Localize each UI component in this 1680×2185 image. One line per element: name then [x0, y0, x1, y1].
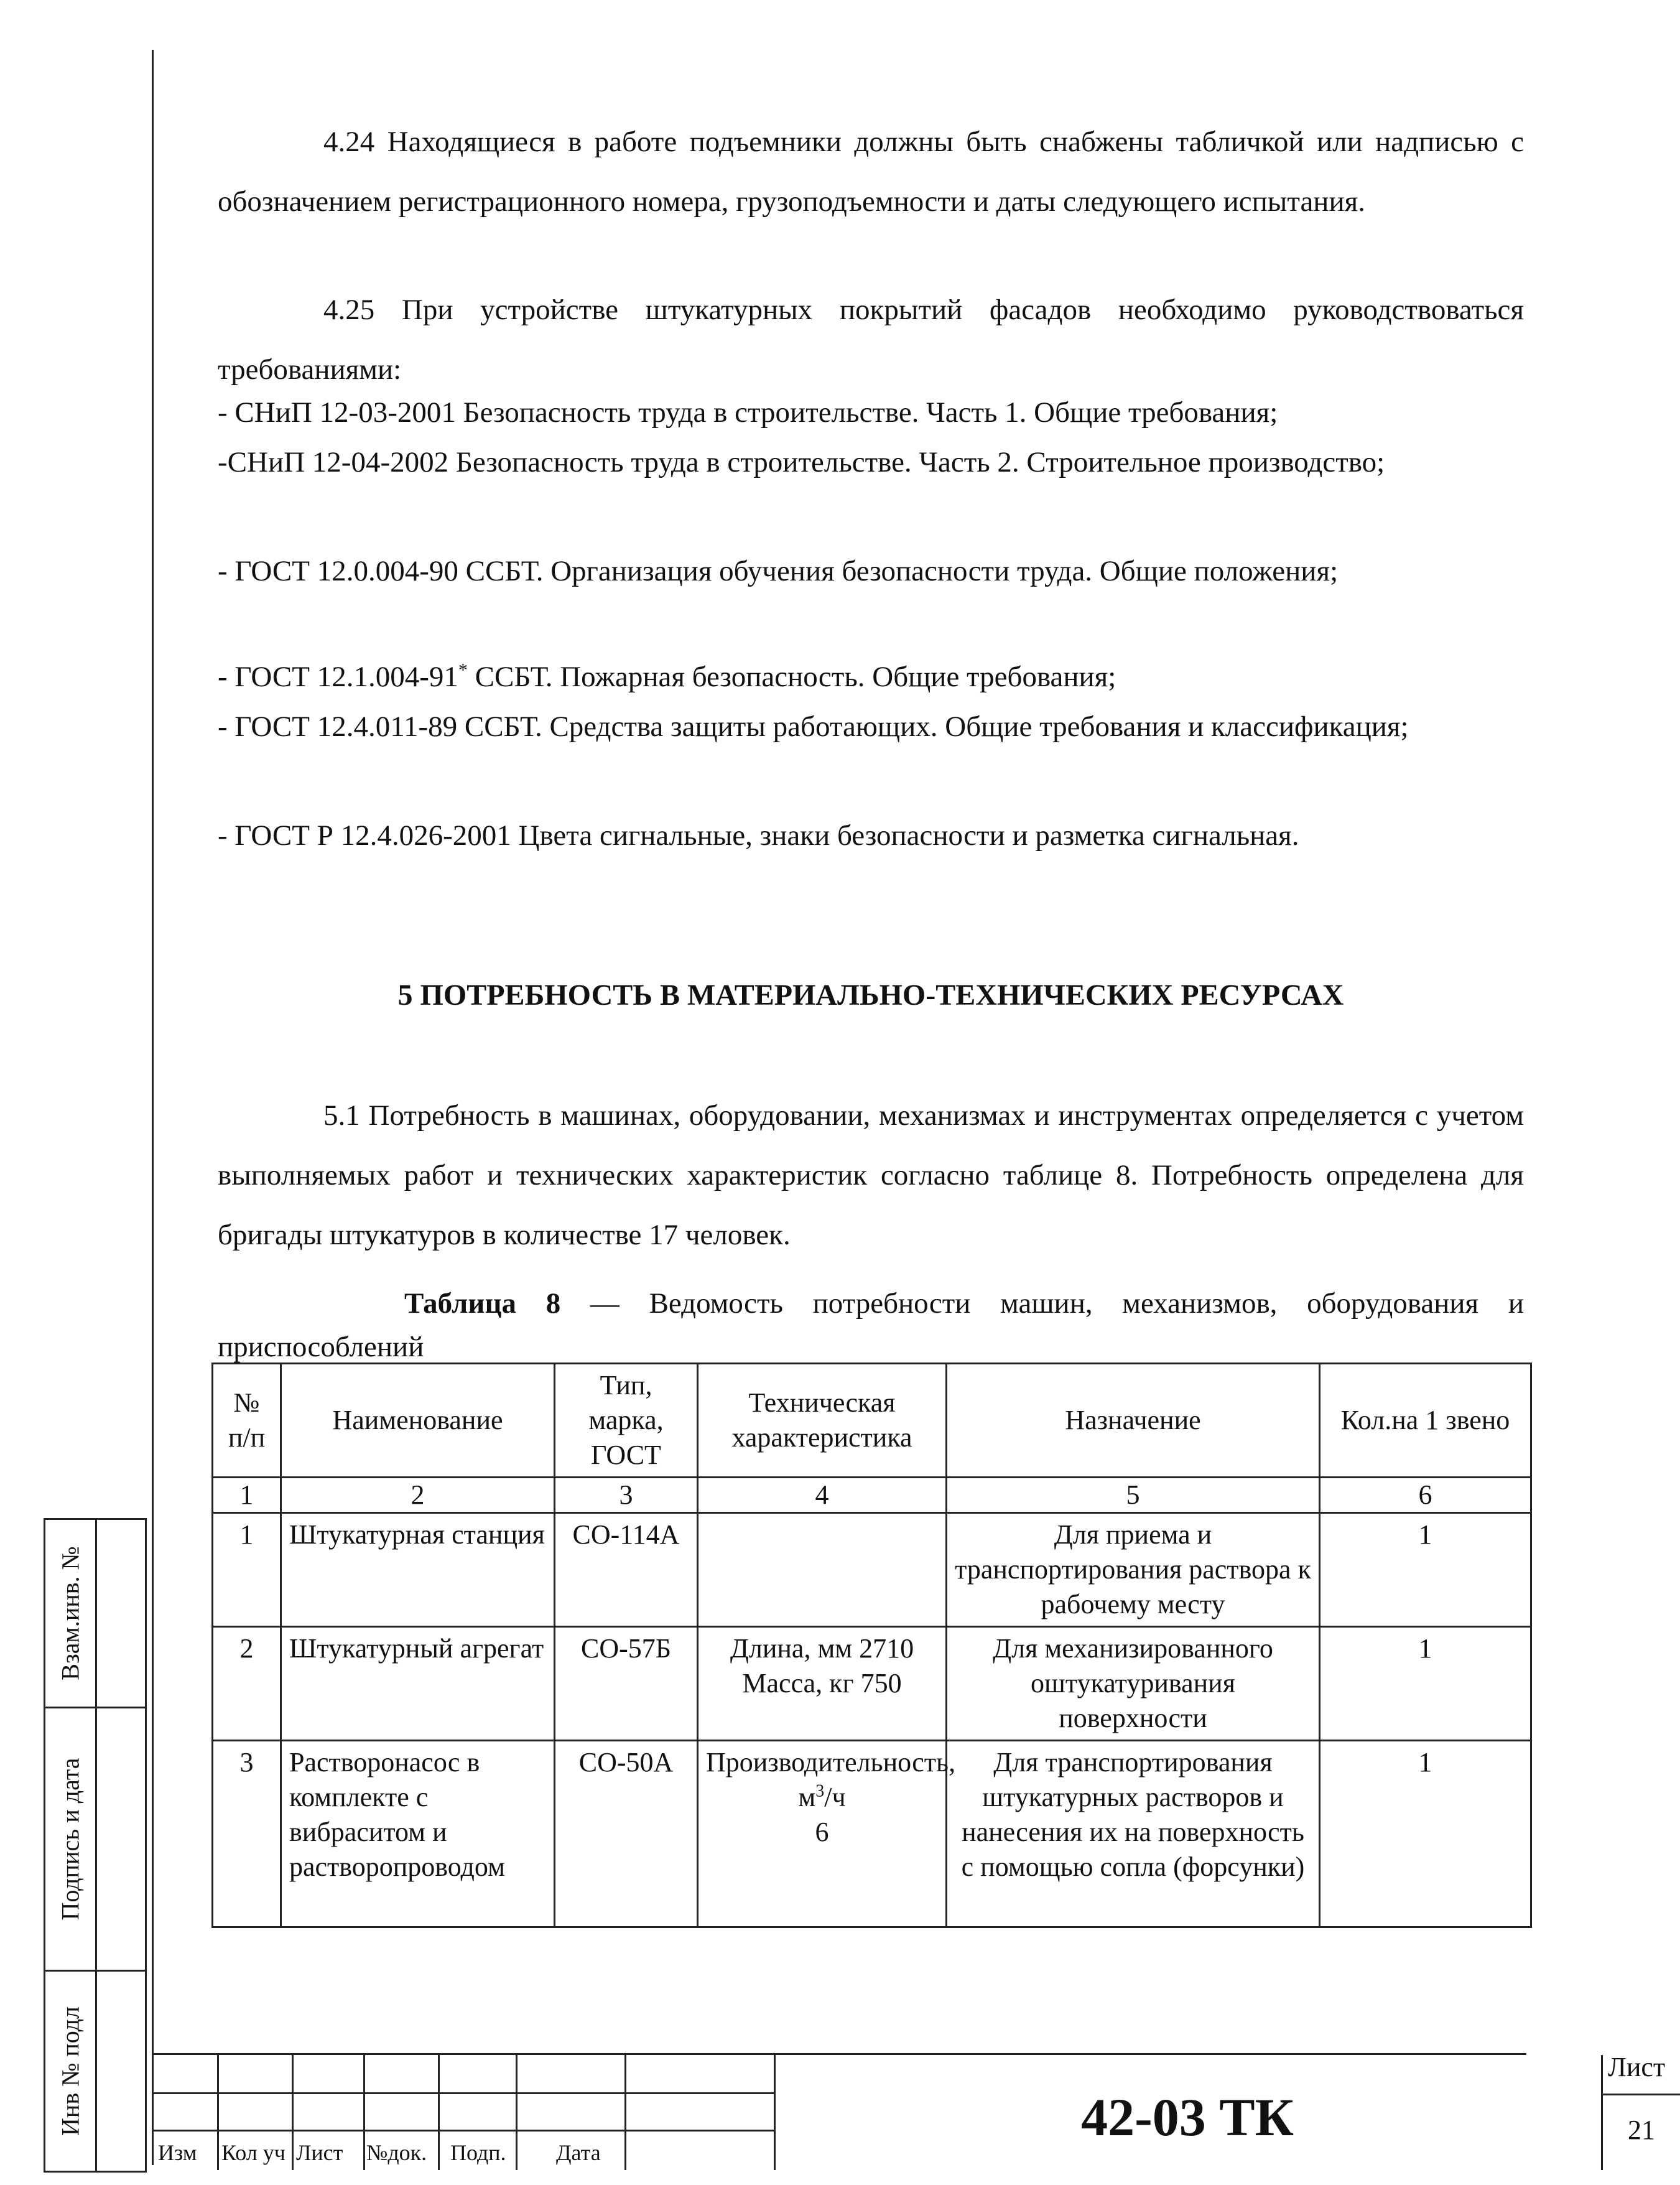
ref-gost-12-4-011: - ГОСТ 12.4.011-89 ССБТ. Средства защиты работающих. Общие требования и классификация; [218, 710, 1409, 743]
stamp-label-kolvo: Кол уч [221, 2140, 285, 2165]
sheet-label: Лист [1608, 2052, 1666, 2082]
title-block [152, 2052, 1666, 2170]
header-spec: Техническая характеристика [698, 1364, 947, 1478]
paragraph-4-24: 4.24 Находящиеся в работе подъемники должны быть снабжены табличкой или надписью с обозначением регистрационного номера, грузоподъемности и даты следующего испытания. [218, 126, 1524, 218]
page-frame-left [152, 50, 154, 2165]
table-header-row [213, 1364, 1531, 1478]
paragraph-4-25: 4.25 При устройстве штукатурных покрытий фасадов необходимо руководствоваться требованиями: [218, 294, 1524, 386]
table-row: 2 Штукатурный агрегат СО-57Б Длина, мм 2710 Масса, кг 750 Для механизированного оштукатуривания поверхности 1 [213, 1627, 1531, 1741]
table-caption: Таблица 8 — Ведомость потребности машин, механизмов, оборудования и приспособлений [218, 1287, 1524, 1363]
header-purpose: Назначение [947, 1364, 1320, 1478]
ref-gost-12-0-004: - ГОСТ 12.0.004-90 ССБТ. Организация обучения безопасности труда. Общие положения; [218, 555, 1339, 587]
header-name: Наименование [281, 1364, 555, 1478]
header-type: Тип, марка, ГОСТ [555, 1364, 698, 1478]
column-number-row: 1 2 3 4 5 6 [213, 1478, 1531, 1513]
side-stamp-podpis: Подпись и дата [44, 1707, 147, 1972]
side-stamp-vzam: Взам.инв. № [44, 1518, 147, 1708]
table-row: 1 Штукатурная станция СО-114А Для приема и транспортирования раствора к рабочему месту 1 [213, 1513, 1531, 1627]
stamp-label-data: Дата [556, 2140, 601, 2165]
stamp-label-podp: Подп. [450, 2140, 506, 2165]
sheet-box [1601, 2052, 1680, 2170]
header-qty: Кол.на 1 звено [1320, 1364, 1531, 1478]
stamp-label-izm: Изм [158, 2140, 197, 2165]
ref-snip-12-04: -СНиП 12-04-2002 Безопасность труда в строительстве. Часть 2. Строительное производство; [218, 446, 1385, 478]
stamp-label-list: Лист [296, 2140, 343, 2165]
stamp-label-ndok: №док. [366, 2140, 427, 2165]
paragraph-5-1: 5.1 Потребность в машинах, оборудовании, механизмах и инструментах определяется с учетом выполняемых работ и технических характеристик согласно таблице 8. Потребность определена для бригады штукатуров в количестве 17 человек. [218, 1099, 1524, 1251]
side-stamp-inv: Инв № подл [44, 1970, 147, 2173]
header-num: № п/п [213, 1364, 281, 1478]
ref-gost-12-1-004: - ГОСТ 12.1.004-91* ССБТ. Пожарная безопасность. Общие требования; [218, 659, 1116, 693]
section-heading-5: 5 ПОТРЕБНОСТЬ В МАТЕРИАЛЬНО-ТЕХНИЧЕСКИХ РЕСУРСАХ [397, 979, 1344, 1012]
sheet-number: 21 [1628, 2115, 1655, 2145]
ref-gost-r-12-4-026: - ГОСТ Р 12.4.026-2001 Цвета сигнальные, знаки безопасности и разметка сигнальная. [218, 819, 1299, 852]
equipment-table [211, 1363, 1532, 1928]
table-row: 3 Растворонасос в комплекте с вибраситом и растворопроводом СО-50А Производительность, $м^3/ч$ 6 Для транспортирования штукатурных растворов и нанесения их на поверхность с помощью сопла (форсунки) 1 [213, 1741, 1531, 1927]
document-code: 42-03 ТК [1081, 2087, 1294, 2147]
ref-snip-12-03: - СНиП 12-03-2001 Безопасность труда в строительстве. Часть 1. Общие требования; [218, 396, 1278, 429]
